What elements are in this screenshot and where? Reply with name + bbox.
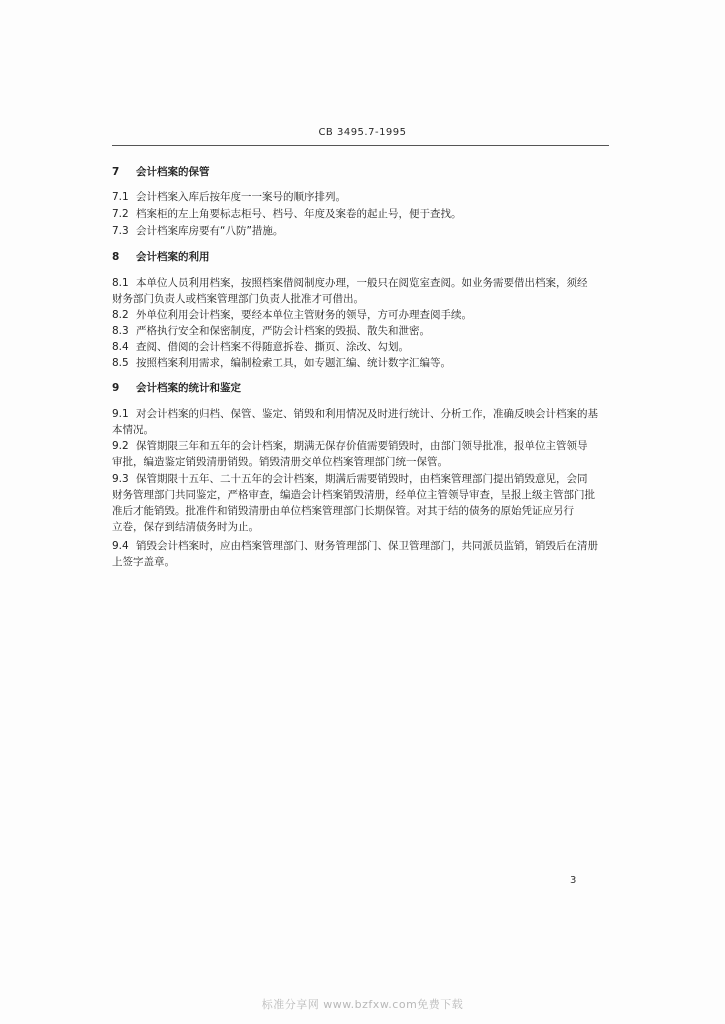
standard-code-header: CB 3495.7-1995 xyxy=(318,127,407,138)
clause-text: 档案柜的左上角要标志柜号、档号、年度及案卷的起止号，便于查找。 xyxy=(136,208,462,220)
section-8-heading-number: 8 xyxy=(112,251,120,263)
clause-8-5 xyxy=(112,356,602,370)
clause-9-1-line-2: 本情况。 xyxy=(112,424,154,436)
section-8-heading xyxy=(112,250,602,264)
clause-9-4-line-1 xyxy=(112,539,602,553)
clause-number: 8.2 xyxy=(112,309,129,321)
clause-text: 销毁会计档案时，应由档案管理部门、财务管理部门、保卫管理部门，共同派员监销，销毁后在清册 xyxy=(136,540,598,552)
clause-number: 7.1 xyxy=(112,191,129,203)
watermark-text: 标准分享网 www.bzfxw.com免费下载 xyxy=(261,998,464,1011)
clause-8-4 xyxy=(112,340,602,354)
clause-8-3 xyxy=(112,324,602,338)
clause-7-3 xyxy=(112,224,602,238)
section-7-heading-text: 会计档案的保管 xyxy=(136,166,210,178)
clause-number: 9.2 xyxy=(112,440,129,452)
clause-9-4-line-2: 上签字盖章。 xyxy=(112,556,175,568)
clause-text: 对会计档案的归档、保管、鉴定、销毁和利用情况及时进行统计、分析工作，准确反映会计档案的基 xyxy=(136,408,598,420)
clause-text: 会计档案入库后按年度一一案号的顺序排列。 xyxy=(136,191,346,203)
section-7-heading-number: 7 xyxy=(112,166,120,178)
clause-text: 查阅、借阅的会计档案不得随意拆卷、撕页、涂改、勾划。 xyxy=(136,341,409,353)
section-9-heading-number: 9 xyxy=(112,382,120,394)
clause-text: 本单位人员利用档案，按照档案借阅制度办理，一般只在阅览室查阅。如业务需要借出档案，须经 xyxy=(136,277,588,289)
clause-text: 保管期限十五年、二十五年的会计档案，期满后需要销毁时，由档案管理部门提出销毁意见，会同 xyxy=(136,473,588,485)
clause-8-1-line-1 xyxy=(112,276,602,290)
clause-number: 9.3 xyxy=(112,473,129,485)
clause-text: 外单位利用会计档案，要经本单位主管财务的领导，方可办理查阅手续。 xyxy=(136,309,472,321)
clause-9-3-line-1 xyxy=(112,472,602,486)
clause-number: 7.2 xyxy=(112,208,129,220)
section-9-heading-text: 会计档案的统计和鉴定 xyxy=(136,382,241,394)
clause-number: 8.3 xyxy=(112,325,129,337)
section-9-heading xyxy=(112,381,602,395)
clause-text: 会计档案库房要有“八防”措施。 xyxy=(136,225,284,237)
clause-9-1-line-1 xyxy=(112,407,602,421)
section-7-heading xyxy=(112,165,602,179)
clause-number: 9.4 xyxy=(112,540,129,552)
clause-text: 保管期限三年和五年的会计档案，期满无保存价值需要销毁时，由部门领导批准，报单位主管领导 xyxy=(136,440,588,452)
clause-number: 8.1 xyxy=(112,277,129,289)
clause-number: 9.1 xyxy=(112,408,129,420)
clause-text: 严格执行安全和保密制度，严防会计档案的毁损、散失和泄密。 xyxy=(136,325,430,337)
clause-8-1-line-2: 财务部门负责人或档案管理部门负责人批准才可借出。 xyxy=(112,293,364,305)
header-rule xyxy=(112,145,609,146)
clause-text: 按照档案利用需求，编制检索工具，如专题汇编、统计数字汇编等。 xyxy=(136,357,451,369)
clause-7-2 xyxy=(112,207,602,221)
clause-number: 8.4 xyxy=(112,341,129,353)
clause-9-2-line-2: 审批，编造鉴定销毁清册销毁。销毁清册交单位档案管理部门统一保管。 xyxy=(112,456,448,468)
clause-number: 7.3 xyxy=(112,225,129,237)
clause-7-1 xyxy=(112,190,602,204)
clause-9-3-line-4: 立卷，保存到结清债务时为止。 xyxy=(112,521,259,533)
clause-9-3-line-2: 财务管理部门共同鉴定，严格审查，编造会计档案销毁清册，经单位主管领导审查，呈报上级主管部门批 xyxy=(112,489,595,501)
section-8-heading-text: 会计档案的利用 xyxy=(136,251,210,263)
clause-number: 8.5 xyxy=(112,357,129,369)
clause-9-2-line-1 xyxy=(112,439,602,453)
clause-8-2 xyxy=(112,308,602,322)
clause-9-3-line-3: 准后才能销毁。批准件和销毁清册由单位档案管理部门长期保管。对其于结的债务的原始凭证应另行 xyxy=(112,505,574,517)
page-number: 3 xyxy=(570,875,577,886)
